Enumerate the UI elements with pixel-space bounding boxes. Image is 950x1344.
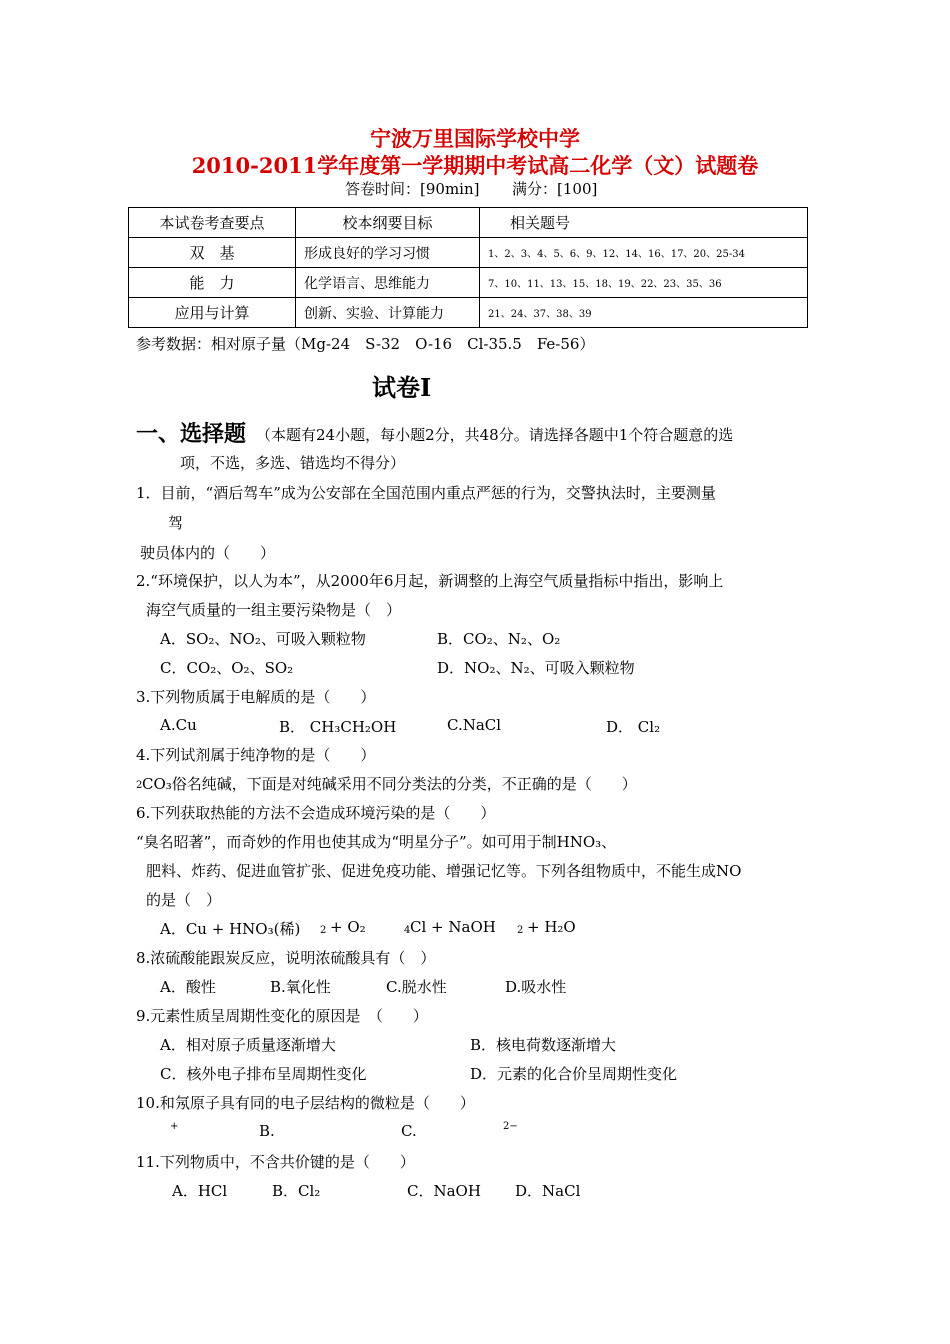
option-b: B．Cl₂ [272, 1182, 321, 1200]
question-2: 2.“环境保护，以人为本”，从2000年6月起，新调整的上海空气质量指标中指出，影响上 [136, 572, 724, 590]
table-cell: 形成良好的学习习惯 [296, 238, 480, 268]
question-5: CO₃俗名纯碱，下面是对纯碱采用不同分类法的分类，不正确的是（ ） [142, 775, 637, 793]
option-b: B．CO₂、N₂、O₂ [437, 630, 561, 648]
question-1: 1．目前，“酒后驾车”成为公安部在全国范围内重点严惩的行为，交警执法时，主要测量 [136, 484, 716, 502]
table-header-row [129, 208, 808, 238]
time-label: 答卷时间：[90min] [345, 180, 480, 198]
section-instructions: 项，不选，多选、错选均不得分） [180, 454, 406, 472]
table-header-cell: 本试卷考查要点 [129, 208, 296, 238]
option-c: C．核外电子排布呈周期性变化 [160, 1065, 367, 1083]
question-4: 4.下列试剂属于纯净物的是（ ） [136, 746, 376, 764]
formula-fragment: Cl + NaOH [410, 918, 496, 936]
option-d: D．元素的化合价呈周期性变化 [470, 1065, 678, 1083]
option-b: B．核电荷数逐渐增大 [470, 1036, 617, 1054]
charge-plus: + [170, 1121, 179, 1132]
option-b: B. [259, 1122, 275, 1140]
option-a: A．Cu + HNO₃(稀) [160, 920, 301, 938]
reference-data: 参考数据：相对原子量（Mg-24 S-32 O-16 Cl-35.5 Fe-56） [136, 335, 595, 353]
question-7: 的是（ ） [146, 891, 222, 909]
table-cell: 应用与计算 [129, 298, 296, 328]
formula-fragment: 4 [404, 925, 411, 936]
table-row [129, 238, 808, 268]
syllabus-table [128, 207, 808, 328]
table-cell: 21、24、37、38、39 [480, 298, 808, 328]
table-cell: 化学语言、思维能力 [296, 268, 480, 298]
table-cell: 双 基 [129, 238, 296, 268]
formula-fragment: + O₂ [330, 918, 366, 936]
option-d: D．NaCl [515, 1182, 581, 1200]
option-a: A.Cu [160, 716, 197, 734]
option-b: B． CH₃CH₂OH [279, 718, 397, 736]
question-1: 驶员体内的（ ） [140, 544, 276, 562]
question-11: 11.下列物质中，不含共价键的是（ ） [136, 1153, 415, 1171]
option-d: D． Cl₂ [606, 718, 661, 736]
formula-fragment: 2 [320, 925, 327, 936]
question-10: 10.和氖原子具有同的电子层结构的微粒是（ ） [136, 1094, 475, 1112]
option-a: A．SO₂、NO₂、可吸入颗粒物 [160, 630, 366, 648]
option-a: A．相对原子质量逐渐增大 [160, 1036, 336, 1054]
question-5-prefix: 2 [136, 780, 143, 791]
section-title: 一、选择题 [136, 421, 247, 447]
question-9: 9.元素性质呈周期性变化的原因是 （ ） [136, 1007, 428, 1025]
table-cell: 1、2、3、4、5、6、9、12、14、16、17、20、25-34 [480, 238, 808, 268]
formula-fragment: 2 [517, 925, 524, 936]
table-header-cell: 校本纲要目标 [296, 208, 480, 238]
option-c: C.脱水性 [386, 978, 447, 996]
formula-fragment: + H₂O [527, 918, 576, 936]
question-6: 6.下列获取热能的方法不会造成环境污染的是（ ） [136, 804, 496, 822]
question-8: 8.浓硫酸能跟炭反应，说明浓硫酸具有（ ） [136, 949, 436, 967]
table-cell: 能 力 [129, 268, 296, 298]
question-7: 肥料、炸药、促进血管扩张、促进免疫功能、增强记忆等。下列各组物质中，不能生成NO [146, 862, 742, 880]
table-cell: 创新、实验、计算能力 [296, 298, 480, 328]
charge-2minus: 2− [503, 1121, 518, 1132]
table-header-cell: 相关题号 [480, 208, 808, 238]
score-label: 满分：[100] [512, 180, 598, 198]
table-row [129, 298, 808, 328]
question-1: 驾 [168, 514, 184, 532]
option-b: B.氧化性 [270, 978, 331, 996]
table-cell: 7、10、11、13、15、18、19、22、23、35、36 [480, 268, 808, 298]
option-d: D．NO₂、N₂、可吸入颗粒物 [437, 659, 635, 677]
option-a: A．酸性 [160, 978, 216, 996]
question-3: 3.下列物质属于电解质的是（ ） [136, 688, 376, 706]
option-c: C．NaOH [407, 1182, 481, 1200]
section-instructions: （本题有24小题，每小题2分，共48分。请选择各题中1个符合题意的选 [256, 426, 734, 444]
school-name: 宁波万里国际学校中学 [370, 126, 580, 151]
table-row [129, 268, 808, 298]
option-a: A．HCl [172, 1182, 228, 1200]
option-c: C. [401, 1122, 417, 1140]
option-c: C.NaCl [447, 716, 502, 734]
question-2: 海空气质量的一组主要污染物是（ ） [146, 601, 402, 619]
part-title: 试卷Ⅰ [372, 373, 432, 402]
question-7: “臭名昭著”，而奇妙的作用也使其成为“明星分子”。如可用于制HNO₃、 [136, 833, 617, 851]
exam-title: 2010-2011学年度第一学期期中考试高二化学（文）试题卷 [191, 153, 759, 178]
option-c: C．CO₂、O₂、SO₂ [160, 659, 294, 677]
option-d: D.吸水性 [505, 978, 567, 996]
